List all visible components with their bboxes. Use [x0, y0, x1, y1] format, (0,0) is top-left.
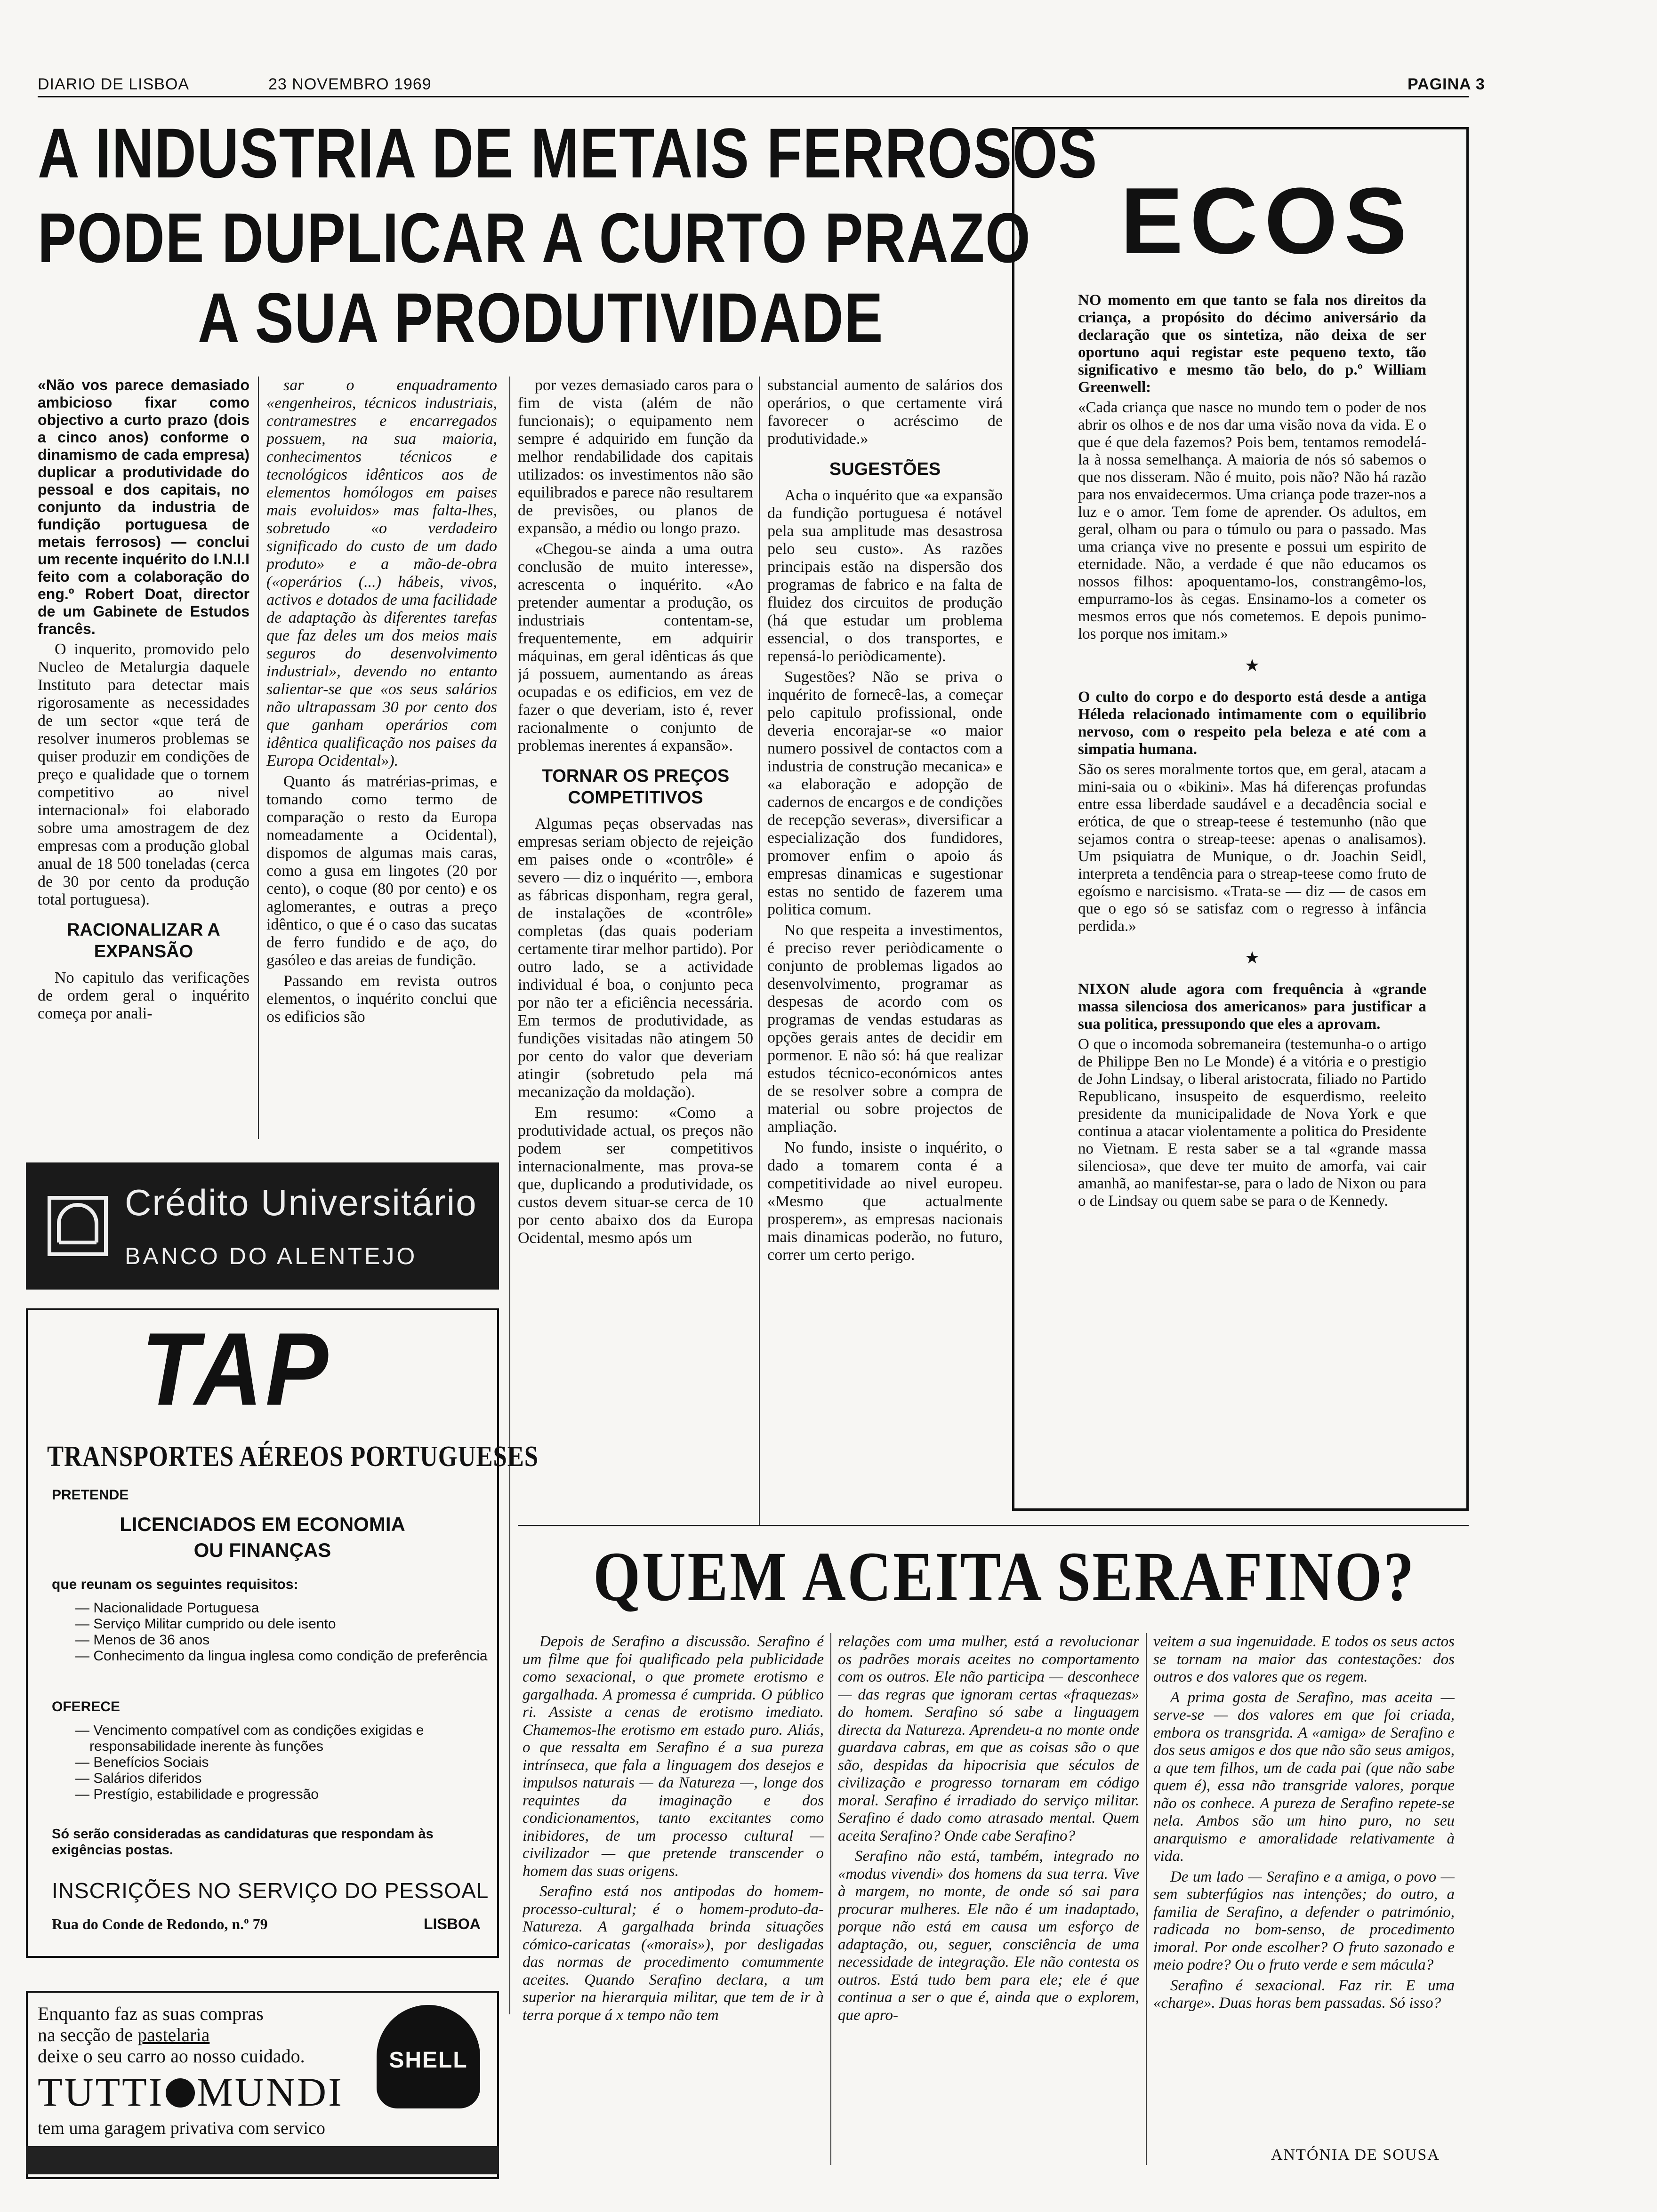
tap-offers-list — [61, 1723, 494, 1803]
paper-name: DIARIO DE LISBOA — [38, 75, 190, 93]
column-divider — [509, 377, 510, 2014]
article1-column-1 — [38, 377, 249, 1144]
article1-headline-line1: A INDUSTRIA DE METAIS FERROSOS — [38, 113, 1098, 192]
tutti-brand-part1: TUTTI — [38, 2069, 164, 2115]
ecos-column — [1078, 292, 1426, 1487]
article2-paragraph: Depois de Serafino a discussão. Serafino é um filme que foi qualificado pela publicidade como sexacional, o que promete erotismo e gargalhada. A promessa é cumprida. O público ri. Assiste a cenas de erotismo imediato. Chamemos-lhe erotismo em estado puro. Aliás, o que ressalta em Serafino é a sua pureza intrínseca, que fala a linguagem dos desejos e impulsos naturais — da Natureza —, longe dos requintes da imaginação e dos condicionamentos, tanto excitantes como inibidores, de um processo cultural — civilizador — que pretende transcender o homem das suas origens. — [523, 1633, 824, 1880]
column-divider — [1146, 1633, 1147, 2165]
column-divider — [830, 1633, 831, 2165]
ecos-item1-body: «Cada criança que nasce no mundo tem o poder de nos abrir os olhos e de nos dar uma visão nova da vida. E o que é que dela fazemos? Pois bem, tentamos remodelá-la à nossa semelhança. A maioria de nós só sabemos o que nos disseram. Não é muito, pois não? Não há razão para nos envaidecermos. Uma criança pode trazer-nos a luz e o amor. Tem fome de aprender. Os adultos, em geral, olham ou para o túmulo ou para o passado. Mas uma criança vive no presente e possui um espirito de eternidade. Não, a verdade é que não educamos os nossos filhos: apoquentamo-los, constrangêmo-los, empurramo-los às cegas. Ensinamo-los a cometer os mesmos erros que nós cometemos. E depois punimo-los porque nos imitam.» — [1078, 399, 1426, 642]
tap-address: Rua do Conde de Redondo, n.º 79 — [52, 1915, 268, 1932]
globe-icon — [166, 2078, 195, 2108]
tap-requirement: — Nacionalidade Portuguesa — [89, 1600, 504, 1616]
shell-logo-text: SHELL — [389, 2048, 468, 2073]
tap-note: Só serão consideradas as candidaturas que respondam às exigências postas. — [52, 1827, 434, 1858]
article1-subhead-racionalizar: RACIONALIZAR A EXPANSÃO — [67, 920, 220, 962]
article2-headline: QUEM ACEITA SERAFINO? — [593, 1538, 1416, 1616]
article2-paragraph: A prima gosta de Serafino, mas aceita — serve-se — dos valores em que foi criada, embora os transgrida. A «amiga» de Serafino e dos seus amigos e dos que não são seus amigos, a que tem filhos, um de cada pai (que não sabe quem é), essa não transgride valores, porque não os conhece. A pureza de Serafino repete-se nela. Ambos são um hino puro, no seu anarquismo e amoralidade relativamente à vida. — [1153, 1689, 1455, 1865]
article2-top-rule — [518, 1525, 1469, 1526]
article2-column-3 — [1153, 1633, 1455, 2141]
tap-inscricoes: INSCRIÇÕES NO SERVIÇO DO PESSOAL — [52, 1878, 489, 1903]
tap-role-line1: LICENCIADOS EM ECONOMIA — [120, 1513, 405, 1535]
ad-credito-bank: BANCO DO ALENTEJO — [125, 1243, 418, 1269]
ecos-item2-lead: O culto do corpo e do desporto está desde a antiga Héleda relacionado intimamente com o equilibrio nervoso, com o respeito pela beleza e até com a simpatia humana. — [1078, 689, 1426, 758]
article1-column-2 — [266, 377, 497, 1139]
tutti-line4: tem uma garagem privativa com servico — [38, 2118, 325, 2138]
bank-logo-icon — [47, 1195, 108, 1257]
star-separator-icon: ★ — [1244, 948, 1260, 967]
tutti-line3: deixe o seu carro ao nosso cuidado. — [38, 2045, 305, 2067]
article2-paragraph: Serafino está nos antipodas do homem-processo-cultural; é o homem-produto-da-Natureza. A gargalhada brinda situações cómico-caricatas («morais»), por desligadas das normas de procedimento comummente aceites. Quando Serafino declara, a um superior na hierarquia militar, que tem de ir à terra porque á x tempo não tem — [523, 1883, 824, 2024]
tap-requirement: — Menos de 36 anos — [89, 1632, 504, 1648]
ecos-item3-body: O que o incomoda sobremaneira (testemunha-o o artigo de Philippe Ben no Le Monde) é a vitória e o prestigio de John Lindsay, o liberal aristocrata, filiado no Partido Republicano, insuspeito de esquerdismo, reeleito presidente da municipalidade de Nova York e que continua a atacar violentamente a politica do Presidente no Vietnam. E resta saber se a tal «grande massa silenciosa», que deve ter muito de amorfa, vai cair amanhã, ao manifestar-se, para o lado de Nixon ou para o de Lindsay ou quem sabe se para o de Kennedy. — [1078, 1036, 1426, 1210]
ecos-item1-lead: NO momento em que tanto se fala nos direitos da criança, a propósito do décimo aniversário da declaração que os sintetiza, não deixa de ser oportuno aqui registar este pequeno texto, tão significativo e mesmo tão belo, do p.º William Greenwell: — [1078, 292, 1426, 396]
article1-subhead-sugestoes: SUGESTÕES — [829, 459, 941, 479]
article1-paragraph: No que respeita a investimentos, é preciso rever periòdicamente o conjunto de problemas ligados ao desenvolvimento, programar as despesas de acordo com os programas de vendas estudaras as opções gerais antes de decidir em pormenor. E não só: há que realizar estudos técnico-económicos antes de se resolver sobre a compra de material ou sobre projectos de ampliação. — [767, 922, 1003, 1136]
tutti-line2-prefix: na secção de — [38, 2024, 138, 2045]
tap-role-line2: OU FINANÇAS — [193, 1539, 331, 1561]
article1-subhead-tornar: TORNAR OS PREÇOS COMPETITIVOS — [541, 766, 730, 808]
issue-date: 23 NOVEMBRO 1969 — [268, 75, 432, 93]
tutti-brand — [38, 2068, 344, 2116]
article2-paragraph: relações com uma mulher, está a revolucionar os padrões morais aceites no comportamento com os outros. Ele não participa — desconhece — das regras que ignoram certas «fraquezas» do homem. Serafino só sabe a linguagem directa da Natureza. Aprendeu-a no monte onde guardava cabras, em que as coisas são o que são, despidas da hipocrisia que séculos de civilização e progresso tornaram em código moral. Serafino é irradiado do serviço militar. Serafino é dado como atrasado mental. Quem aceita Serafino? Onde cabe Serafino? — [838, 1633, 1139, 1844]
tutti-line2 — [38, 2024, 209, 2046]
ad-credito-title: Crédito Universitário — [125, 1182, 477, 1223]
tutti-line1: Enquanto faz as suas compras — [38, 2003, 264, 2024]
article1-paragraph: No fundo, insiste o inquérito, o dado a tomarem conta é a competitividade ao nivel europeu. «Mesmo que actualmente prosperem», as empresas nacionais mais dinamicas poderão, no futuro, correr um certo perigo. — [767, 1139, 1003, 1264]
tap-requisitos-intro: que reunam os seguintes requisitos: — [52, 1577, 298, 1592]
article2-paragraph: veitem a sua ingenuidade. E todos os seus actos se tornam na maior das contestações: dos outros e dos valores que os regem. — [1153, 1633, 1455, 1685]
article2-column-2 — [838, 1633, 1139, 2165]
article2-author: ANTÓNIA DE SOUSA — [1271, 2146, 1440, 2164]
article1-paragraph: Sugestões? Não se priva o inquérito de fornecê-las, a começar pelo capitulo profissional, onde deveria encorajar-se «o maior numero possivel de contactos com a industria de construção mecanica» e «a elaboração e adopção de cadernos de encargos e de condições de recepção severas», diversificar a especialização dos fundidores, promover enfim o apoio ás empresas dinamicas e sugestionar estas no sentido de fazerem uma politica comum. — [767, 668, 1003, 918]
tap-company-name: TRANSPORTES AÉREOS PORTUGUESES — [47, 1441, 539, 1473]
shell-logo-icon — [377, 2005, 480, 2108]
article1-paragraph: Acha o inquérito que «a expansão da fundição portuguesa é notável pela sua amplitude mas desastrosa pelo seu custo». As razões principais estão na dispersão dos programas de fabrico e na falta de fluidez dos circuitos de produção (há que estudar um problema essencial, o dos transportes, e repensá-lo periòdicamente). — [767, 487, 1003, 665]
article1-paragraph: por vezes demasiado caros para o fim de vista (além de não funcionais); o equipamento nem sempre é adquirido em função da melhor rendabilidade dos capitais utilizados: os investimentos não são equilibrados e parece não resultarem de previsões, ou planos de expansão, a médio ou longo prazo. — [518, 377, 753, 537]
tap-city: LISBOA — [424, 1915, 481, 1932]
ad-credito-universitario — [26, 1162, 499, 1290]
tap-offer: — Prestígio, estabilidade e progressão — [89, 1787, 494, 1803]
article1-paragraph: «Chegou-se ainda a uma outra conclusão de muito interesse», acrescenta o inquérito. «Ao pretender aumentar a produção, os industriais contentam-se, frequentemente, em adquirir máquinas, em geral idênticas ás que já possuem, aumentando as áreas ocupadas e os edificios, em vez de fazer o que deveriam, isto é, rever racionalmente o conjunto de problemas inerentes á expansão». — [518, 540, 753, 754]
article1-paragraph: Algumas peças observadas nas empresas seriam objecto de rejeição em paises onde o «contrôle» é severo — diz o inquérito —, embora as fábricas disponham, regra geral, de instalações de «contrôle» completas (das quais poderiam certamente tirar melhor partido). Por outro lado, se a actividade individual é boa, o conjunto peca por não ter a eficiência necessária. Em termos de produtividade, as fundições visitadas não atingem 50 por cento do valor que deveriam atingir (sobretudo pela má mecanização da moldação). — [518, 815, 753, 1101]
article1-paragraph: No capitulo das verificações de ordem geral o inquérito começa por anali- — [38, 969, 249, 1022]
article1-paragraph: substancial aumento de salários dos operários, o que certamente virá favorecer o acréscimo de produtividade.» — [767, 377, 1003, 448]
header-rule — [38, 96, 1469, 97]
page-number: PAGINA 3 — [1408, 75, 1485, 93]
tap-offer: — Vencimento compatível com as condições exigidas e responsabilidade inerente às funções — [89, 1723, 494, 1755]
footer-strip — [26, 2146, 499, 2174]
article1-column-4 — [767, 377, 1003, 1525]
article1-paragraph: Quanto ás matrérias-primas, e tomando como termo de comparação o resto da Europa nomeadamente a Ocidental), dispomos de algumas mais caras, como a gusa em lingotes (20 por cento), o coque (80 por cento) e os aglomerantes, e outras a preço idêntico, o que é o caso das sucatas de ferro fundido e de aço, do gasóleo e das areias de fundição. — [266, 773, 497, 969]
article1-column-3 — [518, 377, 753, 1525]
tap-requirements-list — [61, 1600, 504, 1664]
article2-paragraph: Serafino é sexacional. Faz rir. E uma «charge». Duas horas bem passadas. Só isso? — [1153, 1977, 1455, 2012]
article2-column-1 — [523, 1633, 824, 2165]
star-separator-icon: ★ — [1244, 656, 1260, 675]
column-divider — [759, 377, 760, 1525]
tutti-pastelaria: pastelaria — [137, 2024, 210, 2045]
tap-pretende: PRETENDE — [52, 1487, 129, 1503]
article2-paragraph: De um lado — Serafino e a amiga, o povo — sem subterfúgios nas intenções; do outro, a familia de Serafino, a defender o património, radicada no bom-senso, de procedimento imoral. Por onde escolher? O fruto sazonado e meio podre? Ou o fruto verde e sem mácula? — [1153, 1868, 1455, 1973]
article1-paragraph: sar o enquadramento «engenheiros, técnicos industriais, contramestres e encarregados possuem, na sua maioria, conhecimentos técnicos e tecnológicos idênticos aos de elementos homólogos em paises mais evoluidos» mas falta-lhes, sobretudo «o verdadeiro significado do custo de um dado produto» e a mão-de-obra («operários (...) hábeis, vivos, activos e dotados de uma facilidade de adaptação às diferentes tarefas que faz deles um dos meios mais seguros do desenvolvimento industrial», devendo no entanto salientar-se que «os seus salários não ultrapassam 30 por cento dos que ganham operários com idêntica qualificação nos paises da Europa Ocidental»). — [266, 377, 497, 769]
article1-headline-line3: A SUA PRODUTIVIDADE — [198, 278, 884, 357]
article1-paragraph: Passando em revista outros elementos, o inquérito conclui que os edificios são — [266, 972, 497, 1026]
tutti-brand-part2: MUNDI — [197, 2069, 344, 2115]
article1-lead: «Não vos parece demasiado ambicioso fixar como objectivo a curto prazo (dois a cinco anos) conforme o dinamismo de cada empresa) duplicar a produtividade do pessoal e dos capitais, no conjunto da industria de fundição portuguesa de metais ferrosos) — conclui um recente inquérito do I.N.I.I feito com a colaboração do eng.º Robert Doat, director de um Gabinete de Estudos francês. — [38, 377, 249, 637]
ecos-item2-body: São os seres moralmente tortos que, em geral, atacam a mini-saia ou o «bikini». Mas há diferenças profundas entre essa liberdade saudável e a decadência social e erótica, de que o streap-teese é testemunho (não que sejamos contra o streap-teese: apenas o analisamos). Um psiquiatra de Munique, o dr. Joachin Seidl, interpreta a tendência para o streap-teese como fruto de egoísmo e narcisismo. «Trata-se — diz — de casos em que o ego só se satisfaz com o regresso à infância perdida.» — [1078, 761, 1426, 935]
tap-requirement: — Conhecimento da lingua inglesa como condição de preferência — [89, 1648, 504, 1664]
article1-headline-line2: PODE DUPLICAR A CURTO PRAZO — [38, 198, 1031, 277]
column-divider — [258, 377, 259, 1139]
article2-paragraph: Serafino não está, também, integrado no «modus vivendi» dos homens da sua terra. Vive à margem, no monte, de onde só sai para procurar mulheres. Ele não é um inadaptado, porque não está em causa um esforço de adaptação, ou, seguer, consciência de uma necessidade de integração. Ele não contesta os outros. Está tudo bem para ele; ele é que continua a ser o que é, ainda que o explorem, que apro- — [838, 1848, 1139, 2024]
ecos-logo: ECOS — [1120, 168, 1414, 273]
tap-offer: — Salários diferidos — [89, 1771, 494, 1787]
tap-oferece: OFERECE — [52, 1699, 121, 1715]
ecos-item3-lead: NIXON alude agora com frequência à «grande massa silenciosa dos americanos» para justificar a sua politica, pressupondo que eles a aprovam. — [1078, 981, 1426, 1033]
tap-requirement: — Serviço Militar cumprido ou dele isento — [89, 1616, 504, 1632]
tap-logo: TAP — [141, 1311, 331, 1427]
article1-paragraph: O inquerito, promovido pelo Nucleo de Metalurgia daquele Instituto para detectar mais rigorosamente as necessidades de um sector «que terá de resolver inumeros problemas se quiser produzir em condições de preço e qualidade que o tornem competitivo ao nivel internacional» foi elaborado sobre uma amostragem de dez empresas com a produção global anual de 18 500 toneladas (cerca de 30 por cento da produção total portuguesa). — [38, 641, 249, 908]
tap-offer: — Benefícios Sociais — [89, 1755, 494, 1771]
article1-paragraph: Em resumo: «Como a produtividade actual, os preços não podem ser competitivos internacionalmente, mas prova-se que, duplicando a produtividade, os custos devem situar-se cerca de 10 por cento abaixo dos da Europa Ocidental, mesmo após um — [518, 1104, 753, 1247]
